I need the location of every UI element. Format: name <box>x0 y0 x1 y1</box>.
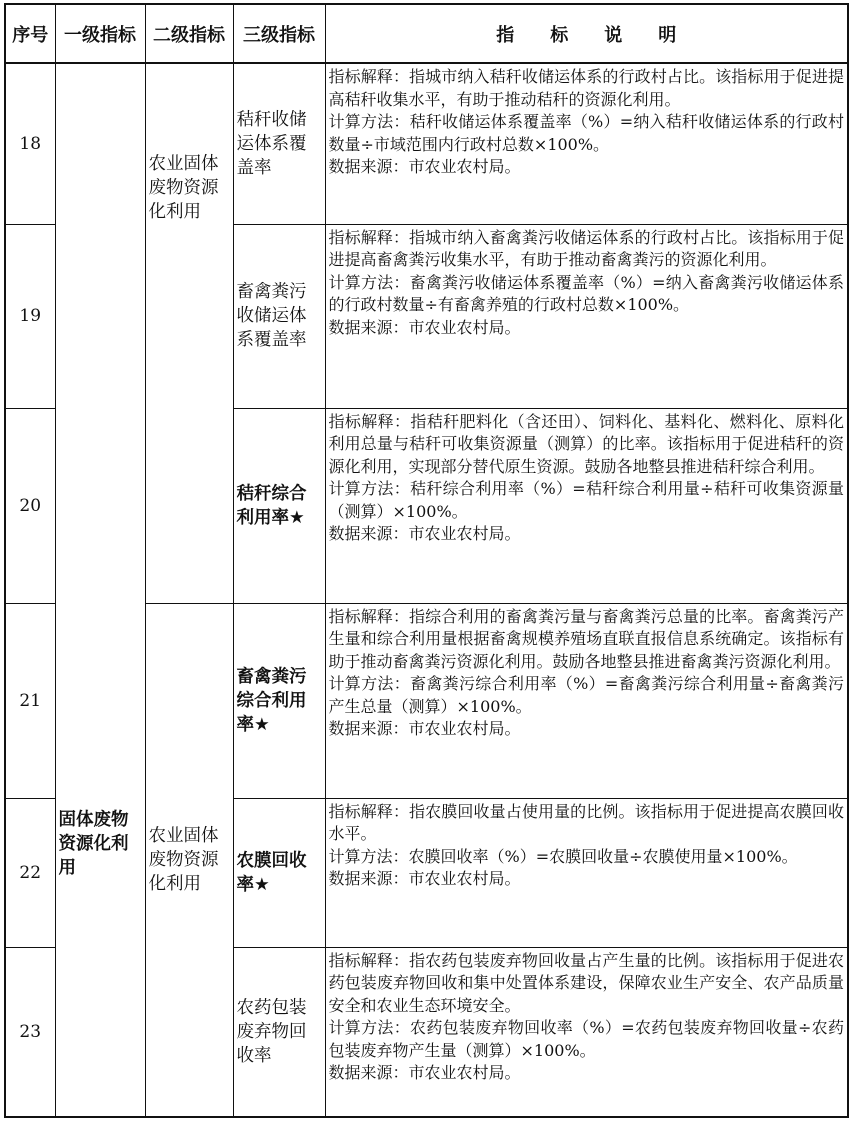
header-level3: 三级指标 <box>233 4 325 63</box>
header-no: 序号 <box>5 4 55 63</box>
indicator-description <box>325 947 848 1117</box>
method-text: 计算方法：秸秆收储运体系覆盖率（%）=纳入秸秆收储运体系的行政村数量÷市域范围内行政村总数×100%。 <box>328 112 844 154</box>
header-description: 指 标 说 明 <box>325 4 848 63</box>
level2-indicator: 农业固体废物资源化利用 <box>145 603 233 1117</box>
header-level2: 二级指标 <box>145 4 233 63</box>
explanation-text: 指标解释：指秸秆肥料化（含还田）、饲料化、基料化、燃料化、原料化利用总量与秸秆可收集资源量（测算）的比率。该指标用于促进秸秆的资源化利用，实现部分替代原生资源。鼓励各地整县推进秸秆综合利用。 <box>328 411 844 476</box>
source-text: 数据来源：市农业农村局。 <box>328 157 521 176</box>
row-number: 22 <box>5 798 55 947</box>
source-text: 数据来源：市农业农村局。 <box>328 869 521 888</box>
indicator-description <box>325 408 848 603</box>
indicator-description <box>325 224 848 408</box>
level2-indicator: 农业固体废物资源化利用 <box>145 63 233 603</box>
header-level1: 一级指标 <box>55 4 145 63</box>
level3-indicator: 农药包装废弃物回收率 <box>233 947 325 1117</box>
method-text: 计算方法：畜禽粪污综合利用率（%）=畜禽粪污综合利用量÷畜禽粪污产生总量（测算）×100%。 <box>328 674 844 716</box>
row-number: 19 <box>5 224 55 408</box>
level3-indicator: 畜禽粪污收储运体系覆盖率 <box>233 224 325 408</box>
explanation-text: 指标解释：指城市纳入秸秆收储运体系的行政村占比。该指标用于促进提高秸秆收集水平，有助于推动秸秆的资源化利用。 <box>328 67 844 109</box>
source-text: 数据来源：市农业农村局。 <box>328 524 521 543</box>
table-header-row <box>5 4 848 63</box>
explanation-text: 指标解释：指农药包装废弃物回收量占产生量的比例。该指标用于促进农药包装废弃物回收和集中处置体系建设，保障农业生产安全、农产品质量安全和农业生态环境安全。 <box>328 950 844 1015</box>
method-text: 计算方法：农膜回收率（%）=农膜回收量÷农膜使用量×100%。 <box>328 846 798 866</box>
level3-indicator: 畜禽粪污综合利用率★ <box>233 603 325 798</box>
level3-indicator: 秸秆综合利用率★ <box>233 408 325 603</box>
source-text: 数据来源：市农业农村局。 <box>328 317 521 337</box>
row-number: 20 <box>5 408 55 603</box>
source-text: 数据来源：市农业农村局。 <box>328 719 521 738</box>
explanation-text: 指标解释：指农膜回收量占使用量的比例。该指标用于促进提高农膜回收水平。 <box>328 801 844 843</box>
source-text: 数据来源：市农业农村局。 <box>328 1063 521 1082</box>
method-text: 计算方法：秸秆综合利用率（%）=秸秆综合利用量÷秸秆可收集资源量（测算）×100%。 <box>328 479 844 521</box>
indicator-description <box>325 603 848 798</box>
level3-indicator: 秸秆收储运体系覆盖率 <box>233 63 325 224</box>
level3-indicator: 农膜回收率★ <box>233 798 325 947</box>
indicator-table <box>4 3 849 1118</box>
row-number: 21 <box>5 603 55 798</box>
indicator-description <box>325 798 848 947</box>
row-number: 18 <box>5 63 55 224</box>
indicator-description <box>325 63 848 224</box>
explanation-text: 指标解释：指城市纳入畜禽粪污收储运体系的行政村占比。该指标用于促进提高畜禽粪污收集水平，有助于推动畜禽粪污的资源化利用。 <box>328 227 844 269</box>
explanation-text: 指标解释：指综合利用的畜禽粪污量与畜禽粪污总量的比率。畜禽粪污产生量和综合利用量根据畜禽规模养殖场直联直报信息系统确定。该指标有助于推动畜禽粪污资源化利用。鼓励各地整县推进畜禽粪污资源化利用。 <box>328 606 844 671</box>
row-number: 23 <box>5 947 55 1117</box>
level1-indicator: 固体废物资源化利用 <box>55 63 145 1117</box>
method-text: 计算方法：畜禽粪污收储运体系覆盖率（%）=纳入畜禽粪污收储运体系的行政村数量÷有畜禽养殖的行政村总数×100%。 <box>328 272 844 314</box>
method-text: 计算方法：农药包装废弃物回收率（%）=农药包装废弃物回收量÷农药包装废弃物产生量（测算）×100%。 <box>328 1018 844 1060</box>
table-row <box>5 63 848 224</box>
